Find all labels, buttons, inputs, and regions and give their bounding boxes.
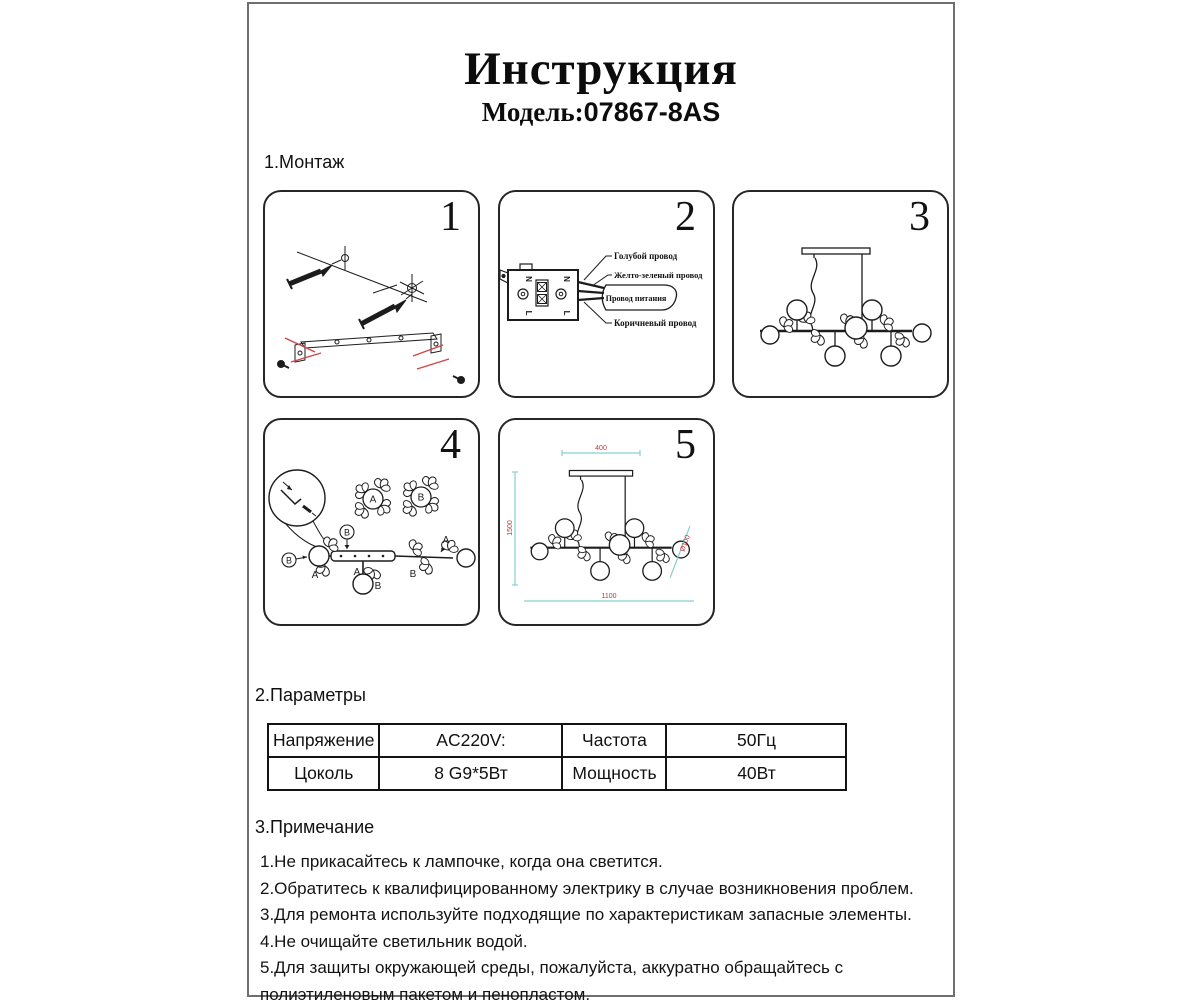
param-name: Цоколь [268, 757, 379, 790]
param-value: 8 G9*5Вт [379, 757, 562, 790]
param-value: 40Вт [666, 757, 846, 790]
instruction-sheet [247, 2, 955, 1004]
montage-step-3-panel [732, 190, 949, 398]
position-b-label: B [409, 569, 417, 580]
section-heading-notes: 3.Примечание [255, 817, 375, 837]
notes-list [260, 849, 950, 1008]
note-item: 4.Не очищайте светильник водой. [260, 931, 528, 951]
parameters-table [267, 723, 847, 791]
note-item: 3.Для ремонта используйте подходящие по характеристикам запасные элементы. [260, 905, 912, 924]
wire-label-yellow-green: Желто-зеленый провод [614, 270, 703, 280]
dimension-top: 400 [595, 445, 607, 452]
model-label: Модель: [481, 97, 584, 127]
model-line [249, 97, 953, 128]
position-a-label: A [311, 570, 319, 581]
wire-label-power: Провод питания [605, 294, 667, 303]
montage-step-1-panel [263, 190, 480, 398]
circled-b-label: B [343, 527, 351, 538]
montage-step-4-panel [263, 418, 480, 626]
dimension-diameter: Ø100 [679, 534, 692, 553]
wire-label-blue: Голубой провод [614, 251, 678, 261]
position-a-label: A [353, 567, 361, 578]
dimension-left: 1500 [507, 520, 514, 536]
step-number: 4 [440, 422, 461, 468]
position-b-label: B [374, 581, 382, 592]
param-value: AC220V: [379, 724, 562, 757]
page-title: Инструкция [464, 43, 738, 95]
param-name: Напряжение [268, 724, 379, 757]
table-row [268, 757, 846, 790]
terminal-l-label: L [524, 310, 533, 316]
step-number: 3 [909, 194, 930, 240]
wire-label-brown: Коричневый провод [614, 318, 697, 328]
red-mounting-arrows [285, 338, 449, 369]
step-number: 1 [440, 194, 461, 240]
terminal-n-label: N [562, 276, 571, 282]
table-row [268, 724, 846, 757]
param-value: 50Гц [666, 724, 846, 757]
step-number: 5 [675, 422, 696, 468]
model-number: 07867-8AS [583, 97, 721, 127]
note-item: 5.Для защиты окружающей среды, пожалуйста, аккуратно обращайтесь с полиэтиленовым пакетом и пенопластом. [260, 958, 844, 1004]
part-a-label: A [369, 494, 377, 506]
terminal-n-label: N [524, 276, 533, 282]
part-b-label: B [417, 492, 425, 504]
note-item: 2.Обратитесь к квалифицированному электрику в случае возникновения проблем. [260, 878, 914, 898]
param-name: Мощность [562, 757, 666, 790]
position-a-label: A [442, 535, 450, 546]
circled-b-label: B [285, 555, 293, 566]
dimension-bottom: 1100 [601, 593, 617, 600]
step-number: 2 [675, 194, 696, 240]
terminal-l-label: L [562, 310, 571, 316]
section-heading-params: 2.Параметры [255, 685, 366, 705]
section-heading-montage: 1.Монтаж [264, 152, 345, 172]
montage-step-2-panel [498, 190, 715, 398]
montage-step-5-panel [498, 418, 715, 626]
note-item: 1.Не прикасайтесь к лампочке, когда она светится. [260, 852, 663, 871]
param-name: Частота [562, 724, 666, 757]
